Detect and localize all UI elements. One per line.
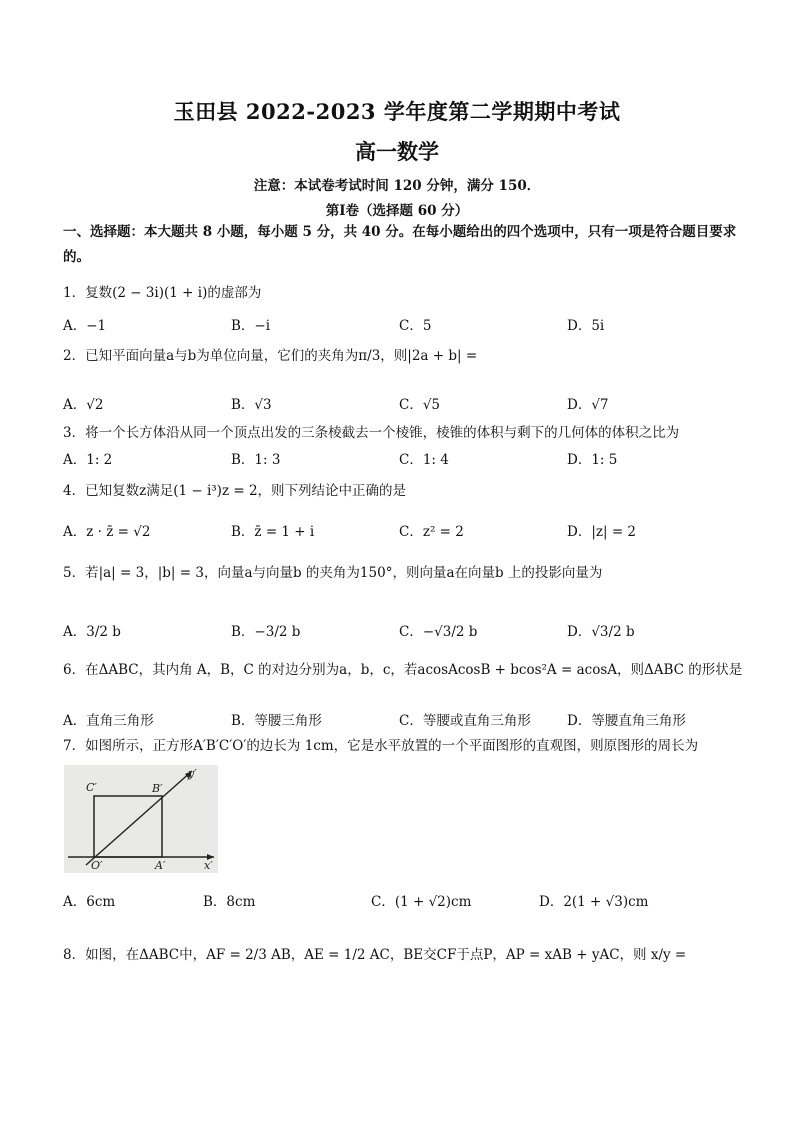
question-1: 1．复数(2 − 3i)(1 + i)的虚部为 [63, 285, 262, 301]
option-d: D．2(1 + √3)cm [539, 894, 649, 910]
option-c: C．(1 + √2)cm [371, 894, 472, 910]
option-c: C．−√3/2 b [399, 624, 478, 640]
option-a: A．z · z̄ = √2 [63, 524, 151, 540]
exam-title: 玉田县 2022-2023 学年度第二学期期中考试 [173, 99, 621, 124]
option-a: A．直角三角形 [63, 713, 154, 729]
option-a: A．1: 2 [63, 452, 113, 468]
question-7-options [63, 890, 743, 912]
option-c: C．z² = 2 [399, 524, 464, 540]
label-x: x′ [204, 859, 213, 872]
option-b: B．−i [231, 318, 271, 334]
option-b: B．√3 [231, 397, 272, 413]
option-d: D．1: 5 [567, 452, 618, 468]
question-3: 3．将一个长方体沿从同一个顶点出发的三条棱截去一个棱锥，棱锥的体积与剩下的几何体的体积之比为 [63, 425, 680, 441]
option-c: C．5 [399, 318, 432, 334]
option-b: B．等腰三角形 [231, 713, 322, 729]
option-b: B．1: 3 [231, 452, 281, 468]
question-8: 8．如图，在ΔABC中，AF = 2/3 AB，AE = 1/2 AC，BE交CF于点P，AP = xAB + yAC，则 x/y = [63, 947, 687, 963]
label-o: O′ [91, 859, 103, 872]
option-d: D．√7 [567, 397, 609, 413]
question-2: 2．已知平面向量a与b为单位向量，它们的夹角为π/3，则|2a + b| = [63, 348, 478, 364]
label-y: y′ [188, 767, 197, 780]
exam-notice: 注意：本试卷考试时间 120 分钟，满分 150． [253, 178, 541, 194]
label-c: C′ [86, 781, 97, 794]
option-b: B．z̄ = 1 + i [231, 524, 315, 540]
question-3-options [63, 448, 743, 470]
exam-subtitle: 高一数学 [355, 139, 439, 164]
y-axis [86, 771, 192, 865]
label-b: B′ [152, 782, 163, 795]
option-a: A．√2 [63, 397, 104, 413]
part-heading: 第Ⅰ卷（选择题 60 分） [325, 203, 469, 219]
option-b: B．−3/2 b [231, 624, 301, 640]
square [94, 796, 162, 857]
question-5-options [63, 620, 743, 642]
option-b: B．8cm [203, 894, 256, 910]
section-instructions: 一、选择题：本大题共 8 小题，每小题 5 分，共 40 分。在每小题给出的四个选项中，只有一项是符合题目要求的。 [63, 224, 737, 265]
question-7: 7．如图所示，正方形A′B′C′O′的边长为 1cm，它是水平放置的一个平面图形的直观图，则原图形的周长为 [63, 738, 699, 754]
question-2-options [63, 393, 743, 415]
option-d: D．|z| = 2 [567, 524, 637, 540]
oblique-projection-figure [64, 765, 218, 873]
option-c: C．1: 4 [399, 452, 449, 468]
option-d: D．√3/2 b [567, 624, 635, 640]
question-4-options [63, 520, 743, 542]
option-d: D．5i [567, 318, 605, 334]
option-a: A．3/2 b [63, 624, 121, 640]
question-6-options [63, 709, 743, 731]
option-a: A．−1 [63, 318, 107, 334]
square-diagram [64, 765, 218, 873]
label-a: A′ [155, 859, 166, 872]
question-4: 4．已知复数z满足(1 − i³)z = 2，则下列结论中正确的是 [63, 483, 407, 499]
option-c: C．等腰或直角三角形 [399, 713, 531, 729]
option-c: C．√5 [399, 397, 441, 413]
question-6: 6．在ΔABC，其内角 A，B，C 的对边分别为a，b，c，若acosAcosB + bcos²A = acosA，则ΔABC 的形状是 [63, 662, 743, 678]
option-d: D．等腰直角三角形 [567, 713, 686, 729]
question-1-options [63, 314, 743, 336]
question-5: 5．若|a| = 3，|b| = 3，向量a与向量b 的夹角为150°，则向量a在向量b 上的投影向量为 [63, 565, 603, 581]
option-a: A．6cm [63, 894, 116, 910]
